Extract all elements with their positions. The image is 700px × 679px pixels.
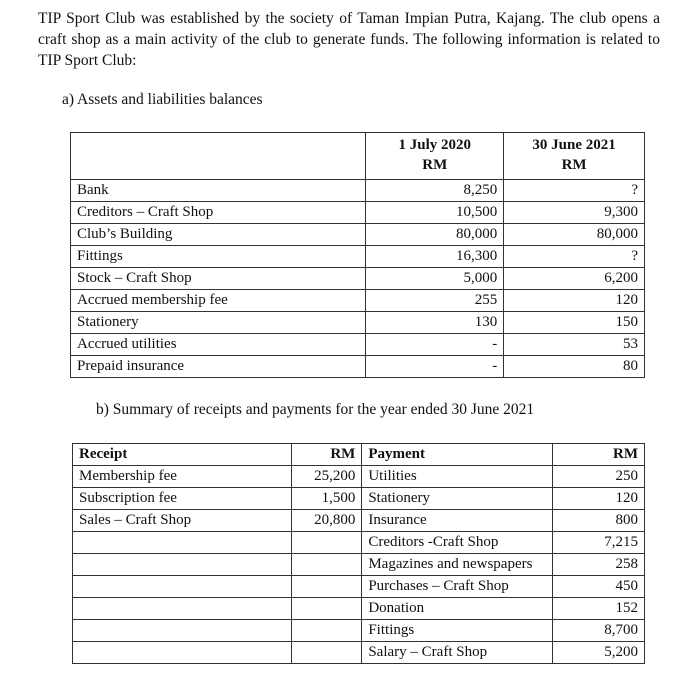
- balances-table: [70, 132, 645, 378]
- receipt-amount-cell: [292, 642, 362, 664]
- payment-amount-cell: 120: [553, 488, 645, 510]
- closing-cell: 9,300: [504, 202, 645, 224]
- receipts-payments-table: [72, 443, 645, 664]
- receipt-amount-cell: [292, 532, 362, 554]
- receipt-cell: [73, 554, 292, 576]
- payment-amount-cell: 152: [553, 598, 645, 620]
- receipt-cell: [73, 642, 292, 664]
- opening-cell: 255: [366, 290, 504, 312]
- closing-cell: 80: [504, 356, 645, 378]
- payment-amount-cell: 258: [553, 554, 645, 576]
- table-row: [73, 554, 645, 576]
- receipt-rm-header: RM: [292, 444, 362, 466]
- opening-cell: 8,250: [366, 180, 504, 202]
- payment-amount-cell: 7,215: [553, 532, 645, 554]
- payment-amount-cell: 450: [553, 576, 645, 598]
- payment-cell: Fittings: [362, 620, 553, 642]
- receipt-amount-cell: [292, 598, 362, 620]
- payment-cell: Salary – Craft Shop: [362, 642, 553, 664]
- opening-cell: -: [366, 356, 504, 378]
- closing-cell: ?: [504, 180, 645, 202]
- item-cell: Stationery: [71, 312, 366, 334]
- header-blank-cell: [71, 133, 366, 180]
- payment-cell: Utilities: [362, 466, 553, 488]
- table-row: [73, 466, 645, 488]
- opening-cell: -: [366, 334, 504, 356]
- closing-cell: 53: [504, 334, 645, 356]
- table-row: [71, 180, 645, 202]
- section-b-heading: b) Summary of receipts and payments for the year ended 30 June 2021: [96, 401, 535, 418]
- receipt-cell: [73, 620, 292, 642]
- opening-date-label: 1 July 2020: [398, 137, 472, 153]
- item-cell: Fittings: [71, 246, 366, 268]
- receipt-amount-cell: [292, 620, 362, 642]
- section-a-heading: a) Assets and liabilities balances: [62, 91, 263, 108]
- payment-amount-cell: 800: [553, 510, 645, 532]
- receipt-cell: Sales – Craft Shop: [73, 510, 292, 532]
- item-cell: Bank: [71, 180, 366, 202]
- payment-cell: Purchases – Craft Shop: [362, 576, 553, 598]
- receipt-cell: [73, 532, 292, 554]
- table-row: [73, 576, 645, 598]
- item-cell: Club’s Building: [71, 224, 366, 246]
- closing-cell: 80,000: [504, 224, 645, 246]
- table-row: [71, 224, 645, 246]
- table-row: [73, 510, 645, 532]
- table-row: [73, 532, 645, 554]
- receipt-amount-cell: [292, 576, 362, 598]
- opening-cell: 16,300: [366, 246, 504, 268]
- table-row: [71, 268, 645, 290]
- header-opening-date: [366, 133, 504, 180]
- closing-cell: 6,200: [504, 268, 645, 290]
- payment-amount-cell: 8,700: [553, 620, 645, 642]
- item-cell: Accrued utilities: [71, 334, 366, 356]
- table-row: [71, 356, 645, 378]
- receipt-cell: Membership fee: [73, 466, 292, 488]
- receipt-header: Receipt: [73, 444, 292, 466]
- table-row: [73, 620, 645, 642]
- item-cell: Creditors – Craft Shop: [71, 202, 366, 224]
- table-row: [73, 642, 645, 664]
- table-row: [71, 312, 645, 334]
- receipt-cell: [73, 576, 292, 598]
- closing-cell: 120: [504, 290, 645, 312]
- receipt-amount-cell: 1,500: [292, 488, 362, 510]
- closing-cell: 150: [504, 312, 645, 334]
- payment-amount-cell: 5,200: [553, 642, 645, 664]
- table-row: [73, 488, 645, 510]
- closing-date-label: 30 June 2021: [532, 137, 616, 153]
- receipt-cell: Subscription fee: [73, 488, 292, 510]
- receipt-cell: [73, 598, 292, 620]
- table-row: [73, 598, 645, 620]
- intro-paragraph: TIP Sport Club was established by the society of Taman Impian Putra, Kajang. The club opens a craft shop as a main activity of the club to generate funds. The following information is related to TIP Sport Club:: [38, 10, 660, 69]
- item-cell: Prepaid insurance: [71, 356, 366, 378]
- opening-cell: 10,500: [366, 202, 504, 224]
- payment-header: Payment: [362, 444, 553, 466]
- opening-cell: 130: [366, 312, 504, 334]
- table-row: [71, 246, 645, 268]
- closing-cell: ?: [504, 246, 645, 268]
- balances-header-row: [71, 133, 645, 180]
- receipt-amount-cell: [292, 554, 362, 576]
- payment-cell: Creditors -Craft Shop: [362, 532, 553, 554]
- receipt-amount-cell: 20,800: [292, 510, 362, 532]
- opening-cell: 80,000: [366, 224, 504, 246]
- payment-cell: Stationery: [362, 488, 553, 510]
- payment-cell: Insurance: [362, 510, 553, 532]
- table-row: [71, 202, 645, 224]
- payment-amount-cell: 250: [553, 466, 645, 488]
- opening-cell: 5,000: [366, 268, 504, 290]
- item-cell: Stock – Craft Shop: [71, 268, 366, 290]
- opening-unit-label: RM: [422, 157, 448, 173]
- table-row: [71, 290, 645, 312]
- receipts-header-row: [73, 444, 645, 466]
- item-cell: Accrued membership fee: [71, 290, 366, 312]
- table-row: [71, 334, 645, 356]
- payment-cell: Donation: [362, 598, 553, 620]
- receipt-amount-cell: 25,200: [292, 466, 362, 488]
- closing-unit-label: RM: [561, 157, 587, 173]
- payment-cell: Magazines and newspapers: [362, 554, 553, 576]
- header-closing-date: [504, 133, 645, 180]
- payment-rm-header: RM: [553, 444, 645, 466]
